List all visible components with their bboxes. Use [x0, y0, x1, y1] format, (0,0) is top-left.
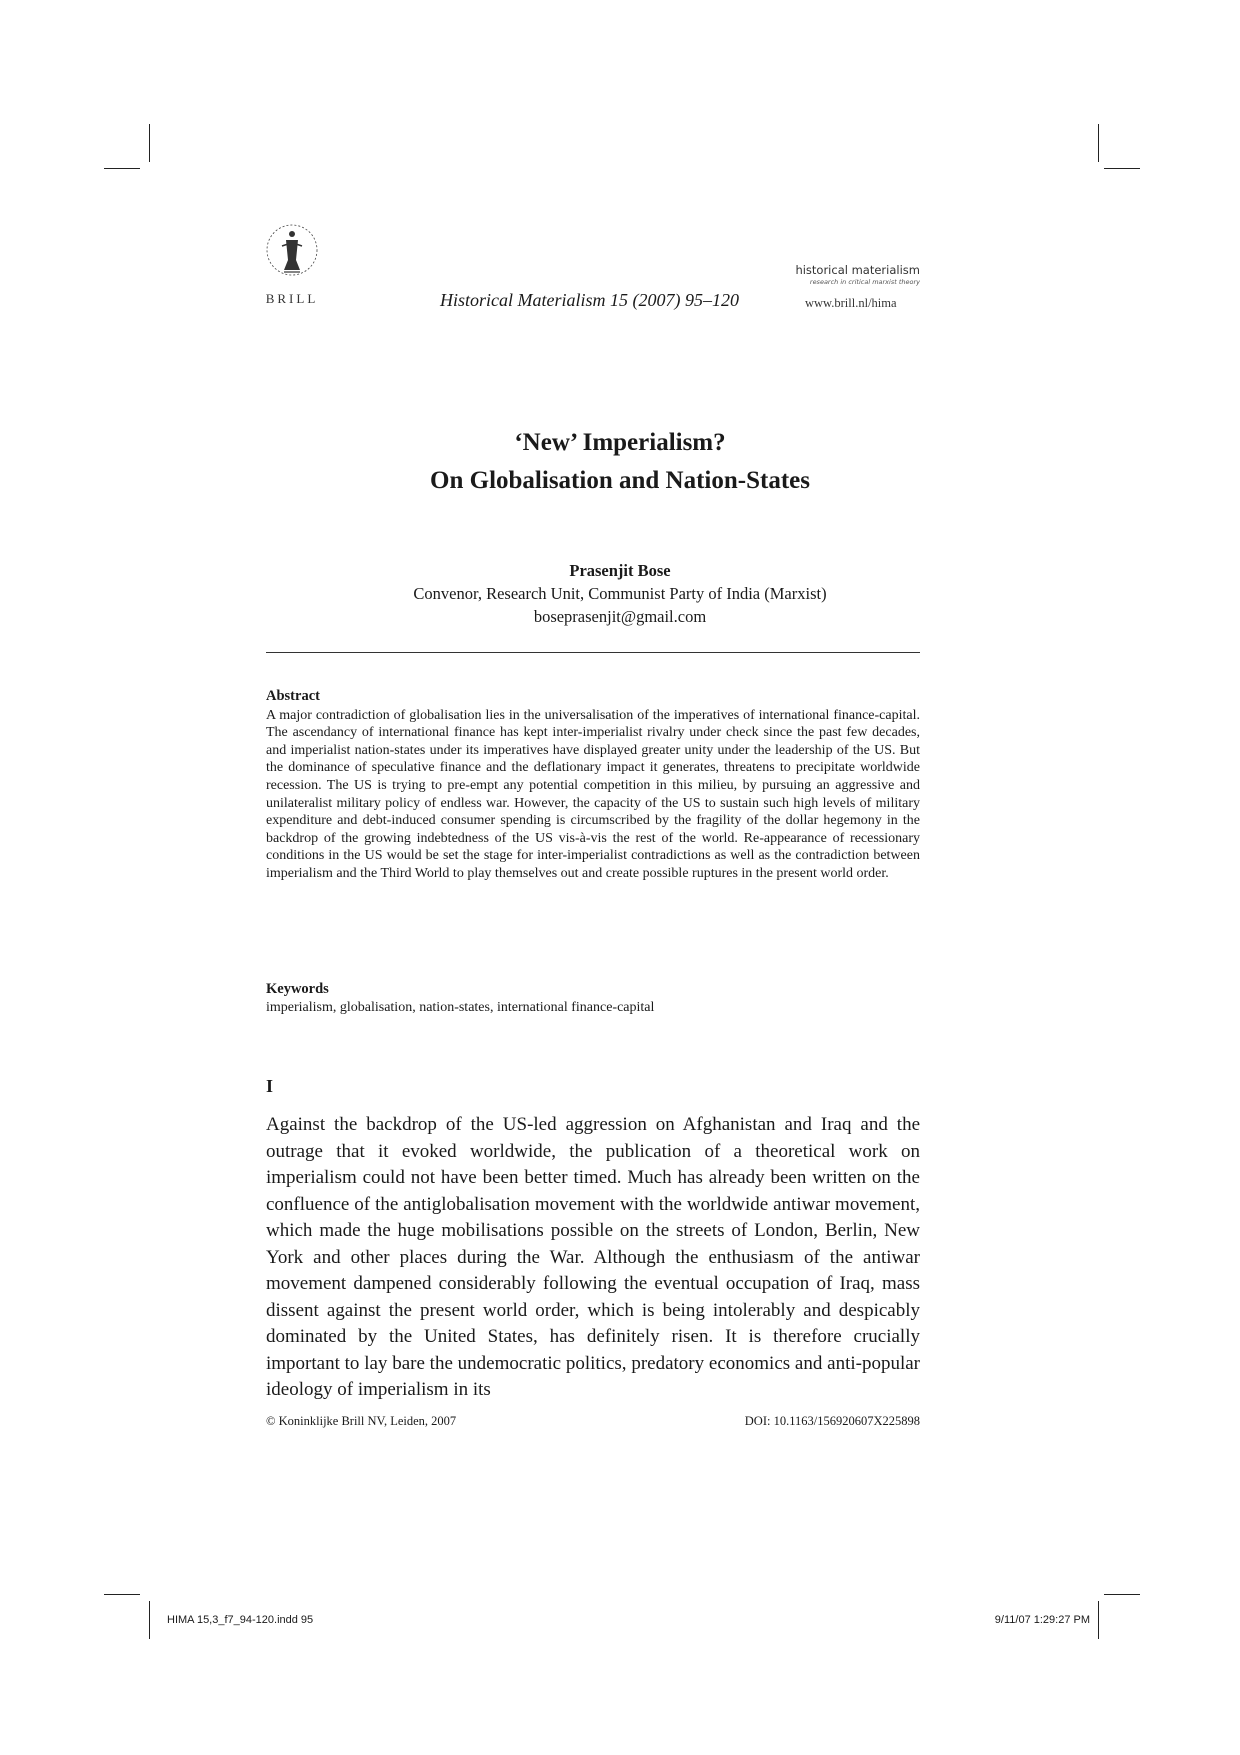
crop-mark-bottom-left-v [149, 1601, 150, 1639]
publisher-name: BRILL [265, 291, 319, 306]
crop-mark-top-right-v [1098, 124, 1099, 162]
abstract-section [266, 688, 920, 883]
crop-mark-bottom-left-h [104, 1594, 140, 1595]
author-name: Prasenjit Bose [569, 561, 671, 580]
brill-seal-icon [264, 220, 320, 286]
title-line-1: ‘New’ Imperialism? [514, 429, 726, 456]
crop-mark-top-right-h [1104, 168, 1140, 169]
crop-mark-top-left-h [104, 168, 140, 169]
crop-mark-bottom-right-v [1098, 1601, 1099, 1639]
abstract-heading: Abstract [266, 688, 320, 704]
keywords-text: imperialism, globalisation, nation-states, international finance-capital [266, 1000, 655, 1015]
keywords-heading: Keywords [266, 981, 329, 997]
article-title [0, 424, 1240, 500]
journal-brand-name: historical materialism [795, 263, 920, 277]
crop-mark-top-left-v [149, 124, 150, 162]
crop-mark-bottom-right-h [1104, 1594, 1140, 1595]
journal-brand [795, 263, 920, 286]
slug-timestamp: 9/11/07 1:29:27 PM [994, 1614, 1090, 1626]
brill-logo [255, 220, 329, 307]
author-affiliation: Convenor, Research Unit, Communist Party of India (Marxist) [413, 584, 827, 603]
title-line-2: On Globalisation and Nation-States [430, 467, 810, 494]
author-email[interactable]: boseprasenjit@gmail.com [533, 607, 707, 626]
journal-brand-subtitle: research in critical marxist theory [809, 278, 920, 286]
journal-citation: Historical Materialism 15 (2007) 95–120 [440, 290, 739, 310]
header-divider [266, 652, 920, 653]
author-block [0, 559, 1240, 628]
section-heading: I [266, 1076, 274, 1096]
body-paragraph: Against the backdrop of the US-led aggression on Afghanistan and Iraq and the outrage that it evoked worldwide, the publication of a theoretical work on imperialism could not have been better timed. Much has already been written on the confluence of the antiglobalisation movement with the worldwide antiwar movement, which made the huge mobilisations possible on the streets of London, Berlin, New York and other places during the War. Although the enthusiasm of the antiwar movement dampened considerably following the eventual occupation of Iraq, mass dissent against the present world order, which is being intolerably and despicably dominated by the United States, has definitely risen. It is therefore crucially important to lay bare the undemocratic politics, predatory economics and anti-popular ideology of imperialism in its [266, 1114, 920, 1400]
slug-file-info: HIMA 15,3_f7_94-120.indd 95 [167, 1614, 314, 1626]
abstract-text: A major contradiction of globalisation lies in the universalisation of the imperatives of international finance-capital. The ascendancy of international finance has kept inter-imperialist rivalry under check since the past few decades, and imperialist nation-states under its imperatives have displayed greater unity under the leadership of the US. But the dominance of speculative finance and the deflationary impact it generates, threatens to precipitate worldwide recession. The US is trying to pre-empt any potential competition in this milieu, by pursuing an aggressive and unilateralist military policy of endless war. However, the capacity of the US to sustain such high levels of military expenditure and debt-induced consumer spending is circumscribed by the fragility of the dollar hegemony in the backdrop of the growing indebtedness of the US vis-à-vis the rest of the world. Re-appearance of recessionary conditions in the US would be set the stage for inter-imperialist contradictions as well as the contradiction between imperialism and the Third World to play themselves out and create possible ruptures in the present world order. [266, 707, 920, 881]
copyright-notice: © Koninklijke Brill NV, Leiden, 2007 [266, 1414, 457, 1428]
journal-url[interactable]: www.brill.nl/hima [805, 296, 897, 310]
keywords-section [266, 980, 920, 1017]
doi: DOI: 10.1163/156920607X225898 [744, 1414, 920, 1428]
